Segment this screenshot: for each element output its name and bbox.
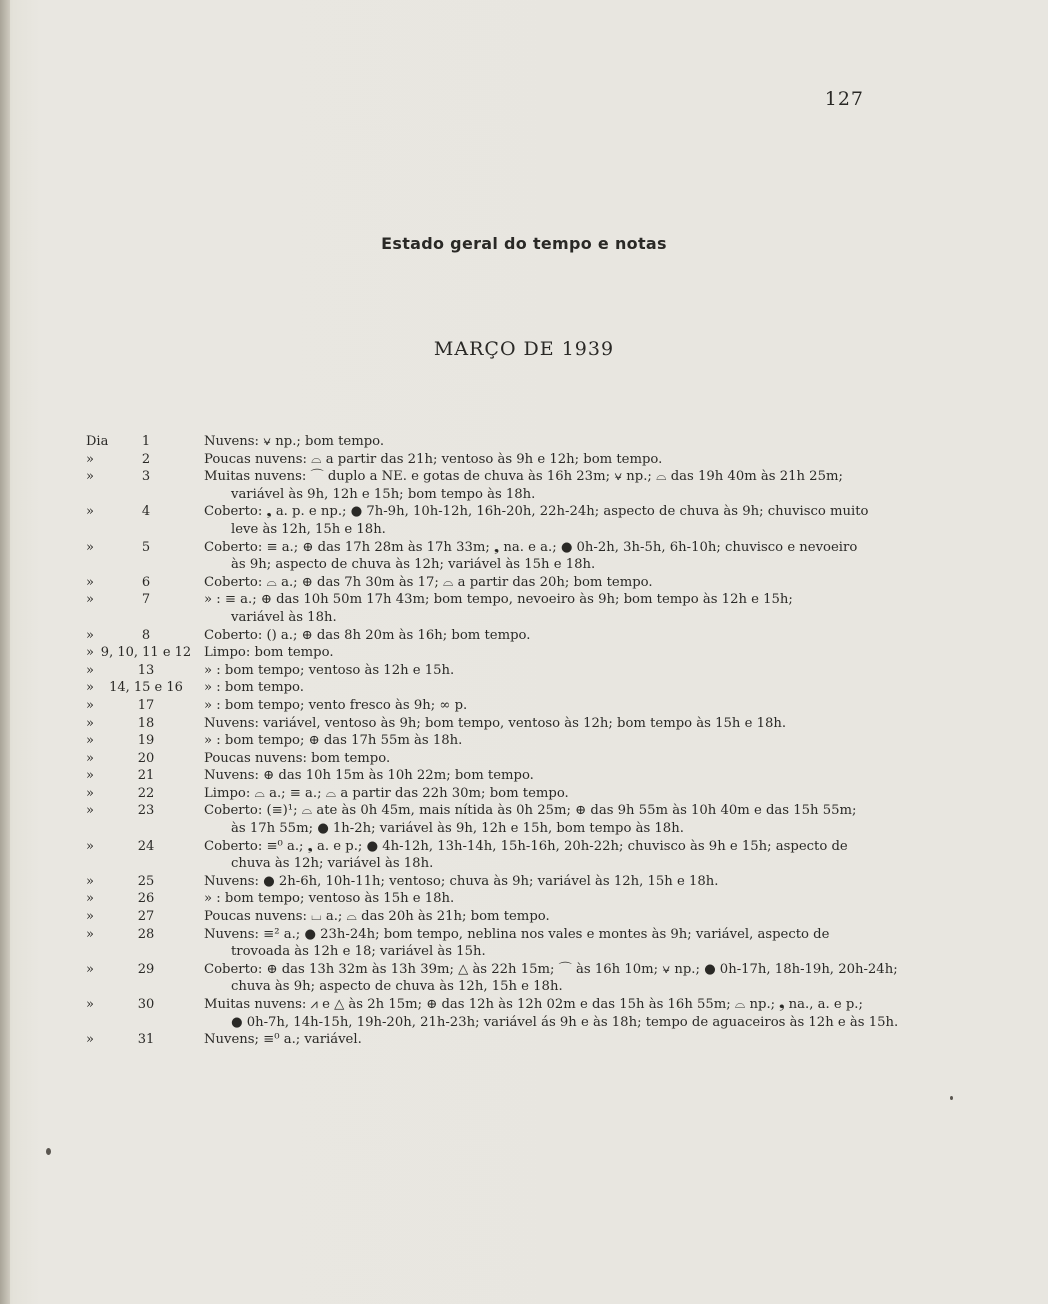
entry-text-line: trovoada às 12h e 18; variável às 15h. [231, 944, 486, 960]
day-number: 3 [141, 469, 151, 485]
dia-label: » [86, 891, 94, 907]
entry-text-line: Muitas nuvens: ⩘ e △ às 2h 15m; ⊕ das 12h às 12h 02m e das 15h às 16h 55m; ⌓ np.; ❟ na., a. e p.; [204, 997, 863, 1012]
day-number: 22 [137, 785, 155, 801]
day-number: 13 [137, 662, 155, 678]
day-number: 4 [141, 504, 151, 520]
entry-text-line: Limpo: bom tempo. [204, 645, 334, 661]
dia-label: » [86, 926, 94, 942]
dia-label: » [86, 785, 94, 801]
entry-text-line: às 9h; aspecto de chuva às 12h; variável às 15h e 18h. [231, 557, 596, 573]
entry-text-line: Coberto: (≡)¹; ⌓ ate às 0h 45m, mais nítida às 0h 25m; ⊕ das 9h 55m às 10h 40m e das 15h 55m; [204, 803, 857, 819]
entry-text-line: Coberto: ⊕ das 13h 32m às 13h 39m; △ às 22h 15m; ⌒ às 16h 10m; ⍱ np.; ● 0h-17h, 18h-19h, 20h-24h; [204, 961, 898, 977]
weather-entry [86, 996, 899, 1031]
dia-label: » [86, 961, 94, 977]
entry-text-line: Nuvens: ⊕ das 10h 15m às 10h 22m; bom tempo. [204, 768, 534, 784]
dia-label: » [86, 873, 94, 889]
dia-label: » [86, 838, 94, 854]
weather-entry [86, 890, 876, 908]
weather-entry [86, 574, 876, 592]
dia-label: » [86, 574, 94, 590]
weather-entries-list [86, 433, 899, 1049]
entry-text-line: variável às 9h, 12h e 15h; bom tempo às 18h. [231, 486, 536, 502]
day-number: 21 [137, 768, 155, 784]
entry-text-line: Limpo: ⌓ a.; ≡ a.; ⌓ a partir das 22h 30m; bom tempo. [204, 785, 569, 801]
dia-label: » [86, 768, 94, 784]
weather-entry [86, 750, 876, 768]
day-number: 18 [137, 715, 155, 731]
dia-label: » [86, 662, 94, 678]
entry-text-line: Nuvens: ≡² a.; ● 23h-24h; bom tempo, neblina nos vales e montes às 9h; variável, aspecto de [204, 926, 830, 942]
weather-entry [86, 908, 876, 926]
dia-label: » [86, 1032, 94, 1048]
entry-text-line: chuva às 9h; aspecto de chuva às 12h, 15h e 18h. [231, 979, 563, 995]
page-number: 127 [824, 88, 864, 110]
entry-text-line: » : ≡ a.; ⊕ das 10h 50m 17h 43m; bom tempo, nevoeiro às 9h; bom tempo às 12h e 15h; [204, 592, 793, 608]
weather-entry [86, 767, 876, 785]
entry-text-line: » : bom tempo; ventoso às 12h e 15h. [204, 662, 455, 678]
dia-label: » [86, 715, 94, 731]
weather-entry [86, 627, 876, 645]
dia-label: » [86, 451, 94, 467]
book-spine-shadow [0, 0, 10, 1304]
dia-label: » [86, 909, 94, 925]
entry-text-line: às 17h 55m; ● 1h-2h; variável às 9h, 12h e 15h, bom tempo às 18h. [231, 821, 684, 837]
entry-text-line: Poucas nuvens: ⌴ a.; ⌓ das 20h às 21h; bom tempo. [204, 909, 550, 925]
weather-entry [86, 468, 876, 503]
day-number: 2 [141, 451, 151, 467]
day-number: 20 [137, 750, 155, 766]
weather-entry [86, 697, 876, 715]
dia-label: » [86, 504, 94, 520]
entry-text-line: Coberto: ≡⁰ a.; ❟ a. e p.; ● 4h-12h, 13h-14h, 15h-16h, 20h-22h; chuvisco às 9h e 15h; aspecto de [204, 838, 848, 854]
entry-text-line: ● 0h-7h, 14h-15h, 19h-20h, 21h-23h; variável ás 9h e às 18h; tempo de aguaceiros às 12h e às 15h. [231, 1014, 899, 1030]
weather-entry [86, 802, 876, 837]
entry-text-line: Poucas nuvens: bom tempo. [204, 750, 391, 766]
day-number: 14, 15 e 16 [109, 680, 183, 696]
entry-text-line: » : bom tempo; vento fresco às 9h; ∞ p. [204, 697, 468, 713]
entry-text-line: » : bom tempo; ventoso às 15h e 18h. [204, 891, 455, 907]
day-number: 5 [141, 539, 151, 555]
dia-label: » [86, 539, 94, 555]
day-number: 29 [137, 961, 155, 977]
weather-entry [86, 873, 876, 891]
entry-text-line: leve às 12h, 15h e 18h. [231, 521, 386, 537]
dia-label: » [86, 627, 94, 643]
weather-entry [86, 679, 876, 697]
weather-entry [86, 715, 876, 733]
entry-text-line: Muitas nuvens: ⌒ duplo a NE. e gotas de chuva às 16h 23m; ⍱ np.; ⌓ das 19h 40m às 21h 25m; [204, 469, 843, 485]
dia-label: » [86, 733, 94, 749]
ink-speck [950, 1096, 953, 1100]
weather-entry [86, 662, 876, 680]
dia-label: » [86, 697, 94, 713]
dia-label: » [86, 750, 94, 766]
weather-entry [86, 732, 876, 750]
entry-text-line: Nuvens; ≡⁰ a.; variável. [204, 1032, 362, 1048]
day-number: 6 [141, 574, 151, 590]
day-number: 28 [137, 926, 155, 942]
weather-entry [86, 926, 876, 961]
entry-text-line: Nuvens: ● 2h-6h, 10h-11h; ventoso; chuva às 9h; variável às 12h, 15h e 18h. [204, 873, 719, 889]
weather-entry [86, 591, 876, 626]
day-number: 17 [137, 697, 155, 713]
weather-entry [86, 433, 876, 451]
entry-text-line: Coberto: ❟ a. p. e np.; ● 7h-9h, 10h-12h, 16h-20h, 22h-24h; aspecto de chuva às 9h; chuvisco muito [204, 504, 869, 520]
day-number: 7 [141, 592, 151, 608]
weather-entry [86, 785, 876, 803]
day-number: 19 [137, 733, 155, 749]
dia-label: » [86, 803, 94, 819]
entry-text-line: Nuvens: ⍱ np.; bom tempo. [204, 434, 385, 449]
weather-entry [86, 838, 876, 873]
dia-label: » [86, 680, 94, 696]
entry-text-line: chuva às 12h; variável às 18h. [231, 856, 434, 872]
month-title: MARÇO DE 1939 [433, 338, 615, 360]
day-number: 27 [137, 909, 155, 925]
entry-text-line: Nuvens: variável, ventoso às 9h; bom tempo, ventoso às 12h; bom tempo às 15h e 18h. [204, 715, 787, 731]
day-number: 30 [137, 997, 155, 1012]
weather-entry [86, 644, 876, 662]
ink-speck [46, 1148, 51, 1155]
dia-label: » [86, 997, 94, 1012]
weather-entry [86, 961, 898, 996]
entry-text-line: » : bom tempo; ⊕ das 17h 55m às 18h. [204, 733, 463, 749]
dia-label: » [86, 645, 94, 661]
day-number: 24 [137, 838, 155, 854]
entry-text-line: » : bom tempo. [204, 680, 304, 696]
day-number: 26 [137, 891, 155, 907]
entry-text-line: variável às 18h. [231, 609, 337, 625]
entry-text-line: Coberto: ≡ a.; ⊕ das 17h 28m às 17h 33m; ❟ na. e a.; ● 0h-2h, 3h-5h, 6h-10h; chuvisco e nevoeiro [204, 539, 858, 555]
dia-label: » [86, 592, 94, 608]
weather-entry [86, 503, 876, 538]
weather-entry [86, 1031, 876, 1049]
weather-entry [86, 451, 876, 469]
entry-text-line: Coberto: () a.; ⊕ das 8h 20m às 16h; bom tempo. [204, 627, 531, 643]
day-number: 9, 10, 11 e 12 [100, 645, 192, 661]
day-number: 23 [137, 803, 155, 819]
day-number: 31 [137, 1032, 155, 1048]
day-number: 8 [141, 627, 151, 643]
day-number: 1 [141, 434, 151, 449]
day-number: 25 [137, 873, 155, 889]
section-title: Estado geral do tempo e notas [381, 234, 667, 253]
entry-text-line: Poucas nuvens: ⌓ a partir das 21h; ventoso às 9h e 12h; bom tempo. [204, 451, 663, 467]
entry-text-line: Coberto: ⌓ a.; ⊕ das 7h 30m às 17; ⌓ a partir das 20h; bom tempo. [204, 574, 653, 590]
weather-entry [86, 539, 876, 574]
dia-label: » [86, 469, 94, 485]
dia-label: Dia [86, 434, 109, 449]
